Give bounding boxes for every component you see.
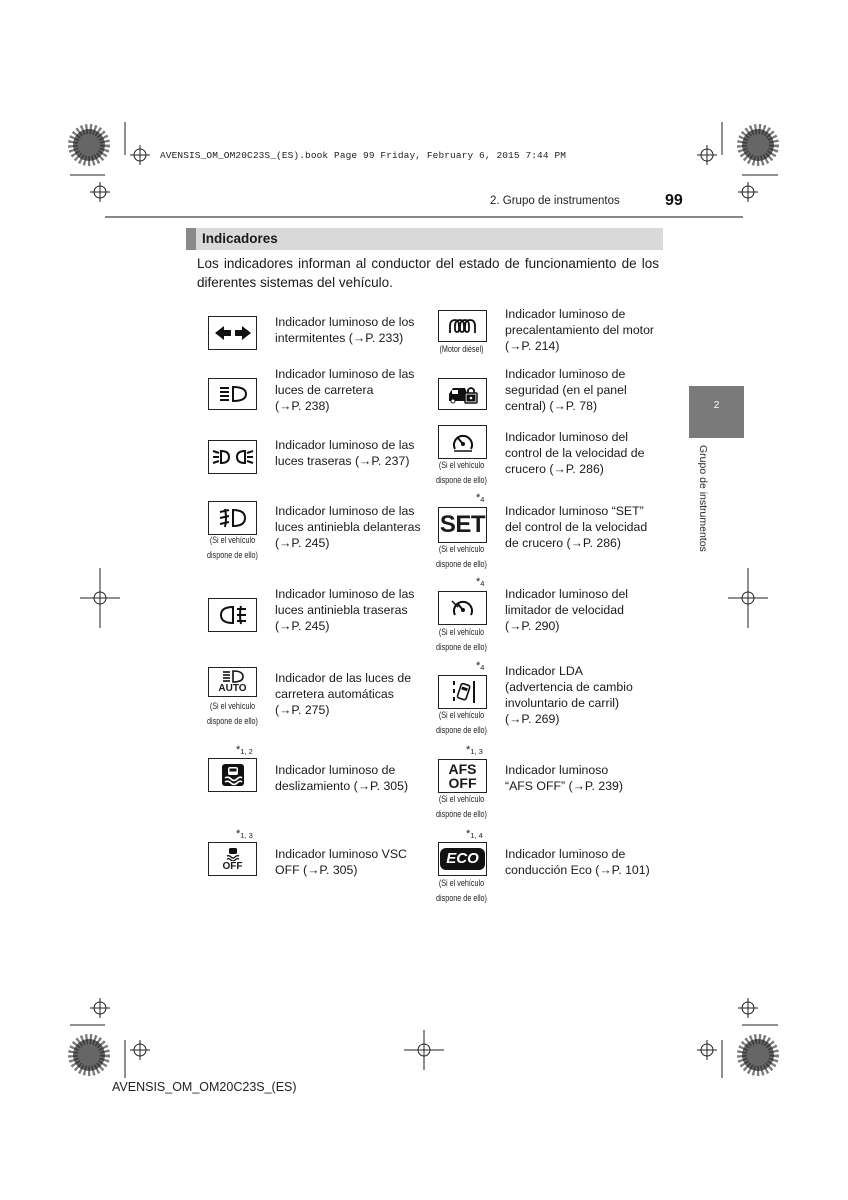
indicator-description: Indicador de las luces de carretera automáticas (→P. 275) xyxy=(275,671,412,717)
indicator-description: Indicador luminoso VSC OFF (→P. 305) xyxy=(275,847,407,877)
afs-label: AFS xyxy=(448,761,477,777)
security-car-lock-icon xyxy=(438,378,487,410)
tail-lights-icon xyxy=(208,440,257,474)
rear-fog-light-icon xyxy=(208,598,257,632)
indicator-description: Indicador luminoso de deslizamiento (→P. 305) xyxy=(275,763,409,793)
set-label: SET xyxy=(439,511,486,538)
chapter-number: 2 xyxy=(713,400,720,411)
availability-note: (Si el vehículo dispone de ello) xyxy=(436,878,487,903)
footnote-ref: *$^{1, 3}$ xyxy=(466,744,483,756)
high-beam-icon xyxy=(208,378,257,410)
turn-signal-arrows-icon xyxy=(208,316,257,350)
running-header: 2. Grupo de instrumentos xyxy=(490,195,620,207)
indicator-description: Indicador luminoso del control de la velocidad de crucero (→P. 286) xyxy=(505,430,645,476)
availability-note: (Si el vehículo dispone de ello) xyxy=(436,710,487,735)
off-label: OFF xyxy=(448,775,477,791)
cruise-control-icon xyxy=(438,425,487,459)
availability-note: (Si el vehículo dispone de ello) xyxy=(436,460,487,485)
availability-note: (Si el vehículo dispone de ello) xyxy=(436,627,487,652)
indicator-description: Indicador luminoso “AFS OFF” (→P. 239) xyxy=(505,763,623,793)
afs-off-icon xyxy=(438,759,487,793)
footnote-ref: *$^4$ xyxy=(476,492,485,504)
indicator-description: Indicador luminoso de las luces traseras (→P. 237) xyxy=(275,438,415,468)
indicator-description: Indicador luminoso de los intermitentes (→P. 233) xyxy=(275,315,415,345)
auto-label: AUTO xyxy=(218,683,247,694)
indicator-description: Indicador luminoso del limitador de velocidad (→P. 290) xyxy=(505,587,629,633)
availability-note: (Motor diésel) xyxy=(439,344,484,354)
indicator-description: Indicador luminoso de conducción Eco (→P. 101) xyxy=(505,847,650,877)
vsc-off-icon xyxy=(208,842,257,876)
set-text-icon xyxy=(438,507,487,543)
speed-limiter-icon xyxy=(438,591,487,625)
glow-plug-icon xyxy=(438,310,487,342)
indicator-description: Indicador luminoso “SET” del control de la velocidad de crucero (→P. 286) xyxy=(505,504,648,550)
footnote-ref: *$^{1, 2}$ xyxy=(236,744,253,756)
footnote-ref: *$^{1, 4}$ xyxy=(466,828,483,840)
section-title: Indicadores xyxy=(202,231,278,246)
print-metadata: AVENSIS_OM_OM20C23S_(ES).book Page 99 Friday, February 6, 2015 7:44 PM xyxy=(160,150,567,161)
footnote-ref: *$^4$ xyxy=(476,576,485,588)
footnote-ref: *$^4$ xyxy=(476,660,485,672)
front-fog-light-icon xyxy=(208,501,257,535)
availability-note: (Si el vehículo dispone de ello) xyxy=(207,535,258,560)
availability-note: (Si el vehículo dispone de ello) xyxy=(436,544,487,569)
page-number: 99 xyxy=(665,192,683,209)
indicator-description: Indicador luminoso de precalentamiento del motor (→P. 214) xyxy=(505,307,655,353)
section-header xyxy=(186,228,663,250)
header-rule xyxy=(105,216,743,218)
indicator-description: Indicador luminoso de seguridad (en el panel central) (→P. 78) xyxy=(505,367,627,413)
indicator-description: Indicador luminoso de las luces antiniebla delanteras (→P. 245) xyxy=(275,504,421,550)
availability-note: (Si el vehículo dispone de ello) xyxy=(207,701,258,726)
slip-indicator-icon xyxy=(208,758,257,792)
intro-paragraph: Los indicadores informan al conductor del estado de funcionamiento de los diferentes sistemas del vehículo. xyxy=(197,256,659,290)
eco-label: ECO xyxy=(446,850,479,867)
indicator-description: Indicador luminoso de las luces antiniebla traseras (→P. 245) xyxy=(275,587,415,633)
document-footer: AVENSIS_OM_OM20C23S_(ES) xyxy=(112,1080,297,1094)
indicator-description: Indicador luminoso de las luces de carretera (→P. 238) xyxy=(275,367,415,413)
indicator-description: Indicador LDA (advertencia de cambio involuntario de carril) (→P. 269) xyxy=(505,664,633,726)
chapter-label: Grupo de instrumentos xyxy=(697,445,709,552)
availability-note: (Si el vehículo dispone de ello) xyxy=(436,794,487,819)
lane-departure-icon xyxy=(438,675,487,709)
auto-high-beam-icon xyxy=(208,667,257,697)
chapter-tab xyxy=(689,386,744,438)
eco-driving-icon xyxy=(438,842,487,876)
off-label: OFF xyxy=(222,860,243,872)
footnote-ref: *$^{1, 3}$ xyxy=(236,828,253,840)
